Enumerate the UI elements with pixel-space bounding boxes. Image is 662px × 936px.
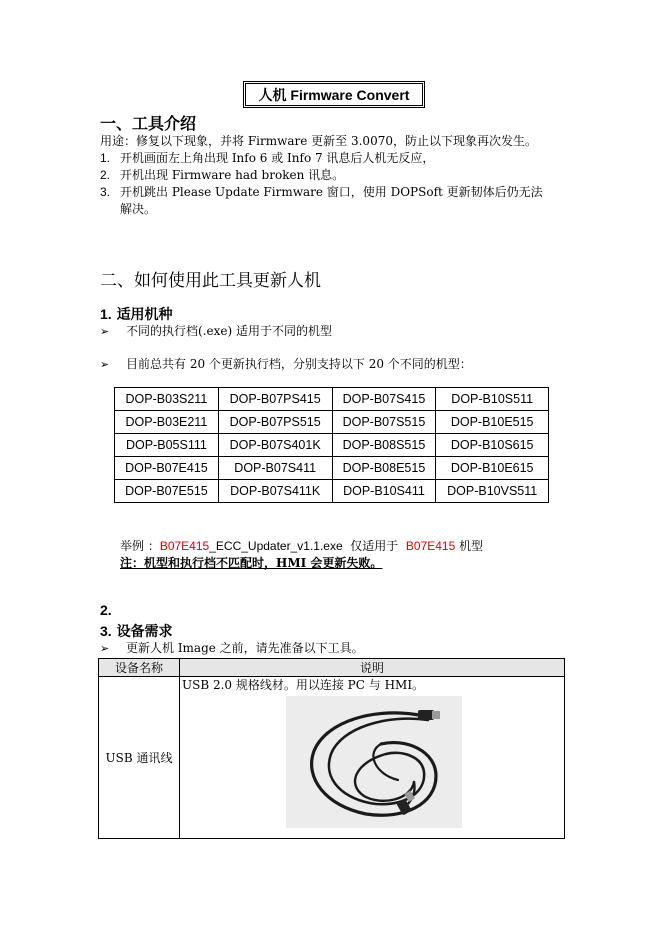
model-cell: DOP-B10E615 — [436, 457, 549, 480]
model-cell: DOP-B07S411K — [218, 480, 332, 503]
arrow-bullet-icon: ➢ — [100, 642, 110, 655]
table-row — [115, 457, 549, 480]
model-cell: DOP-B05S111 — [115, 434, 219, 457]
arrow-bullet-icon: ➢ — [100, 358, 110, 371]
description-text: USB 2.0 规格线材。用以连接 PC 与 HMI。 — [182, 678, 425, 692]
model-cell: DOP-B07S401K — [218, 434, 332, 457]
model-cell: DOP-B07E515 — [115, 480, 219, 503]
model-cell: DOP-B07E415 — [115, 457, 219, 480]
equipment-table — [98, 658, 565, 839]
table-header-row — [99, 659, 565, 677]
model-cell: DOP-B08E515 — [332, 457, 436, 480]
table-row — [115, 434, 549, 457]
document-title: 人机 Firmware Convert — [243, 81, 425, 108]
list-number: 2. — [100, 168, 111, 182]
model-cell: DOP-B08S515 — [332, 434, 436, 457]
example-model-2: B07E415 — [405, 539, 456, 553]
subsection-number: 3. — [100, 623, 112, 639]
example-model: B07E415 — [159, 539, 210, 553]
subsection-number-empty: 2. — [100, 602, 112, 618]
arrow-bullet-icon: ➢ — [100, 325, 110, 338]
model-cell: DOP-B07S411 — [218, 457, 332, 480]
list-number: 1. — [100, 151, 111, 165]
bullet-text: 更新人机 Image 之前，请先准备以下工具。 — [126, 641, 364, 655]
model-cell: DOP-B07S415 — [332, 388, 436, 411]
usb-cable-photo — [286, 696, 462, 828]
list-text: 开机画面左上角出现 Info 6 或 Info 7 讯息后人机无反应， — [120, 151, 435, 165]
section2-heading: 二、如何使用此工具更新人机 — [100, 271, 321, 291]
model-cell: DOP-B10E515 — [436, 411, 549, 434]
list-item — [100, 184, 543, 201]
header-description: 说明 — [180, 659, 565, 677]
example-line — [120, 538, 483, 555]
subsection-equipment-heading — [100, 621, 173, 641]
model-cell: DOP-B07S515 — [332, 411, 436, 434]
list-item — [100, 150, 434, 167]
description-cell — [180, 677, 565, 839]
purpose-text: 用途：修复以下现象，并将 Firmware 更新至 3.0070，防止以下现象再次发生。 — [100, 134, 537, 148]
list-text: 开机出现 Firmware had broken 讯息。 — [120, 168, 345, 182]
table-row — [115, 388, 549, 411]
model-cell: DOP-B03E211 — [115, 411, 219, 434]
bullet-text: 不同的执行档(.exe) 适用于不同的机型 — [126, 324, 332, 338]
bullet-text: 目前总共有 20 个更新执行档，分别支持以下 20 个不同的机型： — [126, 357, 472, 371]
usb-cable-icon — [286, 696, 462, 828]
model-cell: DOP-B10S511 — [436, 388, 549, 411]
table-row — [115, 480, 549, 503]
model-table — [114, 387, 549, 503]
bullet-item — [100, 356, 472, 373]
device-name-cell: USB 通讯线 — [99, 677, 180, 839]
table-row — [115, 411, 549, 434]
subsection-models-heading — [100, 304, 173, 324]
subsection-title: 适用机种 — [116, 307, 173, 323]
list-number: 3. — [100, 185, 111, 199]
example-mid: 仅适用于 — [342, 539, 406, 553]
bullet-item — [100, 323, 332, 340]
list-text-continued: 解决。 — [120, 202, 157, 216]
model-cell: DOP-B07PS415 — [218, 388, 332, 411]
list-item — [100, 167, 344, 184]
example-filename: _ECC_Updater_v1.1.exe — [209, 539, 343, 553]
header-device-name: 设备名称 — [99, 659, 180, 677]
model-cell: DOP-B10VS511 — [436, 480, 549, 503]
table-row — [99, 677, 565, 839]
subsection-title: 设备需求 — [116, 624, 173, 640]
section1-heading: 一、工具介绍 — [100, 114, 197, 133]
example-suffix: 机型 — [455, 539, 484, 553]
list-text: 开机跳出 Please Update Firmware 窗口，使用 DOPSoft 更新韧体后仍无法 — [120, 185, 543, 199]
example-prefix: 举例 ： — [120, 539, 160, 553]
bullet-item — [100, 640, 364, 657]
subsection-number: 1. — [100, 306, 112, 322]
model-cell: DOP-B10S615 — [436, 434, 549, 457]
model-cell: DOP-B07PS515 — [218, 411, 332, 434]
model-cell: DOP-B03S211 — [115, 388, 219, 411]
mismatch-note: 注：机型和执行档不匹配时，HMI 会更新失败。 — [120, 556, 383, 570]
model-cell: DOP-B10S411 — [332, 480, 436, 503]
